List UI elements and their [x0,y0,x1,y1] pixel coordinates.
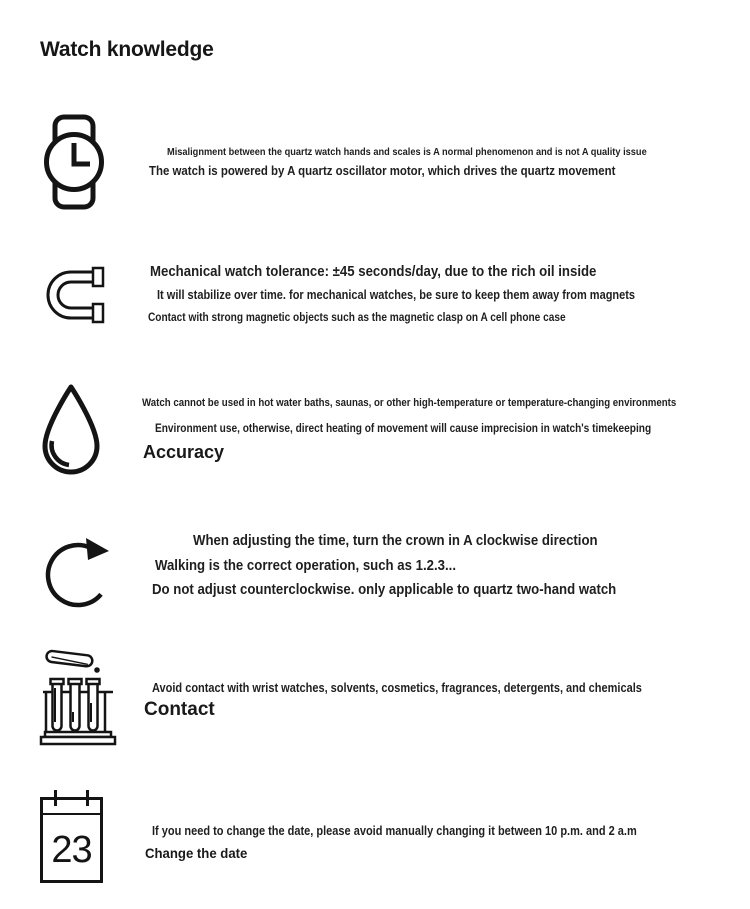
note-line: Walking is the correct operation, such as 1.2.3... [155,557,457,574]
note-line: Avoid contact with wrist watches, solvents, cosmetics, fragrances, detergents, and chemicals [152,681,642,695]
note-line: Mechanical watch tolerance: ±45 seconds/day, due to the rich oil inside [150,263,597,280]
note-line: Watch cannot be used in hot water baths, saunas, or other high-temperature or temperature-changing environments [142,397,677,409]
calendar-pin-icon [86,790,89,806]
calendar-header [43,800,100,815]
calendar-day: 23 [51,828,92,871]
page-title: Watch knowledge [40,38,214,61]
magnet-icon [40,266,106,324]
clockwise-arrow-icon [42,527,118,611]
note-line: Do not adjust counterclockwise. only applicable to quartz two-hand watch [152,581,617,598]
note-line: Contact with strong magnetic objects such as the magnetic clasp on A cell phone case [148,312,566,324]
note-line: Environment use, otherwise, direct heating of movement will cause imprecision in watch's timekeeping [155,423,652,435]
note-line: When adjusting the time, turn the crown in A clockwise direction [193,532,598,549]
water-drop-icon [40,382,102,480]
section-label: Accuracy [143,442,225,462]
test-tubes-icon [38,648,118,748]
calendar-pin-icon [54,790,57,806]
calendar-icon [40,797,103,883]
note-line: If you need to change the date, please avoid manually changing it between 10 p.m. and 2 a.m [152,824,637,838]
note-line: It will stabilize over time. for mechanical watches, be sure to keep them away from magnets [157,288,636,302]
note-line: The watch is powered by A quartz oscillator motor, which drives the quartz movement [149,163,616,178]
watch-icon [43,114,105,210]
note-line: Misalignment between the quartz watch hands and scales is A normal phenomenon and is not A quality issue [167,146,647,158]
section-label: Change the date [145,845,248,861]
section-label: Contact [144,699,215,720]
